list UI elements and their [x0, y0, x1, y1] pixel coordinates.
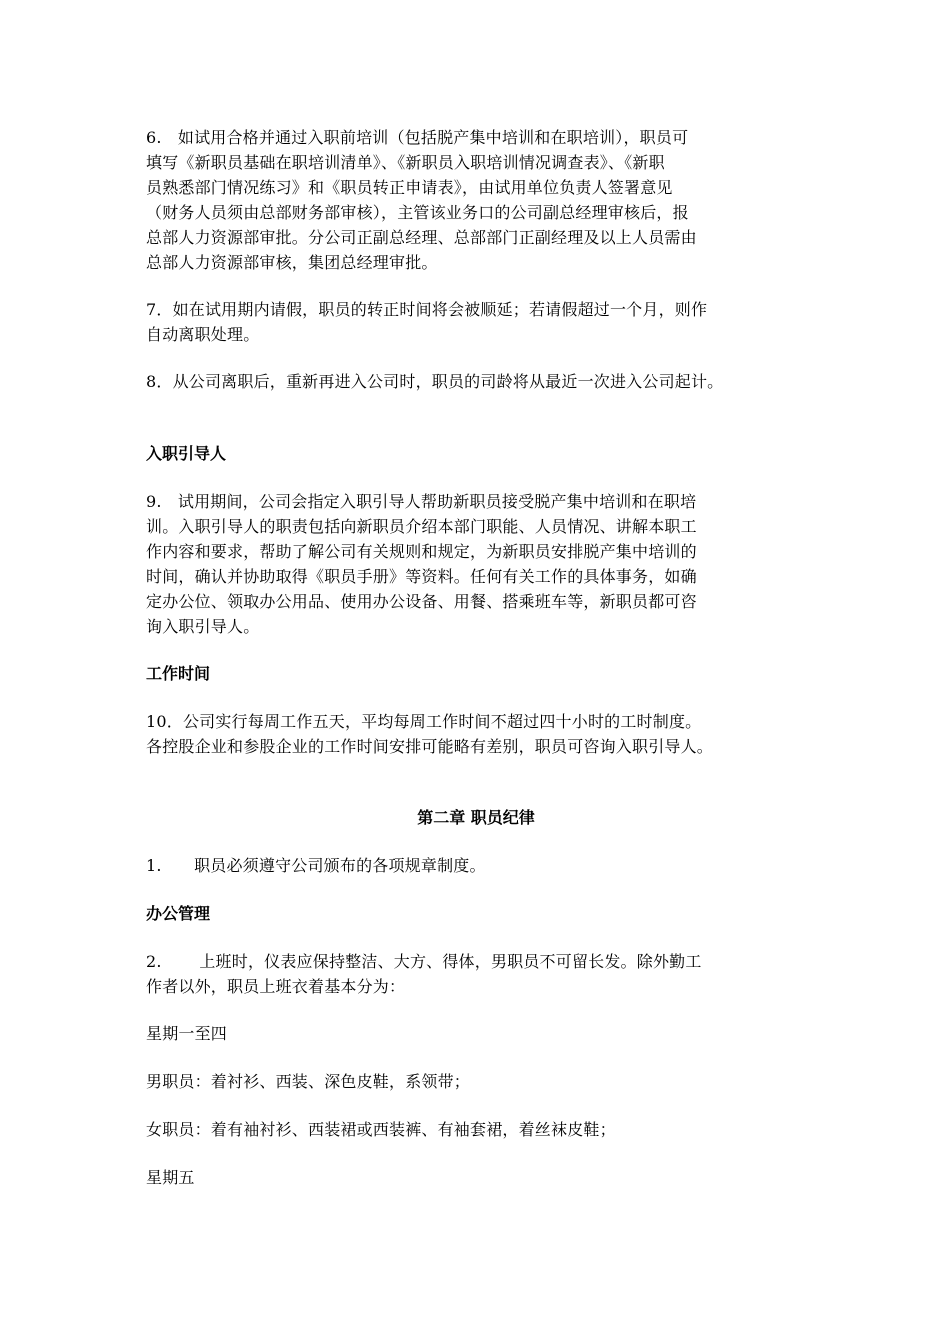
paragraph-6: 6. 如试用合格并通过入职前培训（包括脱产集中培训和在职培训），职员可 填写《新职员基础在职培训清单》、《新职员入职培训情况调查表》、《新职 员熟悉部门情况练习》和《职员转正申请表》，由试用单位负责人签署意见 （财务人员须由总部财务部审核），主管该业务口的公司副总经理审核后，报 总部人力资源部审批。分公司正副总经理、总部部门正副经理及以上人员需由 总部人力资源部审核，集团总经理审批。: [146, 128, 697, 272]
section-heading-working-hours: 工作时间: [146, 664, 211, 683]
dress-code-female: 女职员：着有袖衬衫、西装裙或西装裤、有袖套裙，着丝袜皮鞋；: [146, 1120, 616, 1139]
paragraph-9: 9. 试用期间，公司会指定入职引导人帮助新职员接受脱产集中培训和在职培 训。入职引导人的职责包括向新职员介绍本部门职能、人员情况、讲解本职工 作内容和要求，帮助了解公司有关规则和规定，为新职员安排脱产集中培训的 时间，确认并协助取得《职员手册》等资料。任何有关工作的具体事务，如确 定办公位、领取办公用品、使用办公设备、用餐、搭乘班车等，新职员都可咨 询入职引导人。: [146, 492, 697, 636]
dress-code-mon-thu: 星期一至四: [146, 1024, 228, 1043]
section-heading-onboarding-guide: 入职引导人: [146, 444, 227, 463]
chapter2-paragraph-2: 2. 上班时，仪表应保持整洁、大方、得体，男职员不可留长发。除外勤工 作者以外，职员上班衣着基本分为：: [146, 952, 702, 996]
section-heading-office-management: 办公管理: [146, 904, 211, 923]
paragraph-8: 8．从公司离职后，重新再进入公司时，职员的司龄将从最近一次进入公司起计。: [146, 372, 724, 391]
dress-code-male: 男职员：着衬衫、西装、深色皮鞋，系领带；: [146, 1072, 471, 1091]
chapter2-paragraph-1: 1. 职员必须遵守公司颁布的各项规章制度。: [146, 856, 486, 875]
dress-code-friday: 星期五: [146, 1168, 195, 1187]
paragraph-7: 7．如在试用期内请假，职员的转正时间将会被顺延；若请假超过一个月，则作 自动离职处理。: [146, 300, 708, 344]
paragraph-10: 10．公司实行每周工作五天，平均每周工作时间不超过四十小时的工时制度。 各控股企业和参股企业的工作时间安排可能略有差别，职员可咨询入职引导人。: [146, 712, 714, 756]
chapter-title: 第二章 职员纪律: [417, 808, 535, 827]
